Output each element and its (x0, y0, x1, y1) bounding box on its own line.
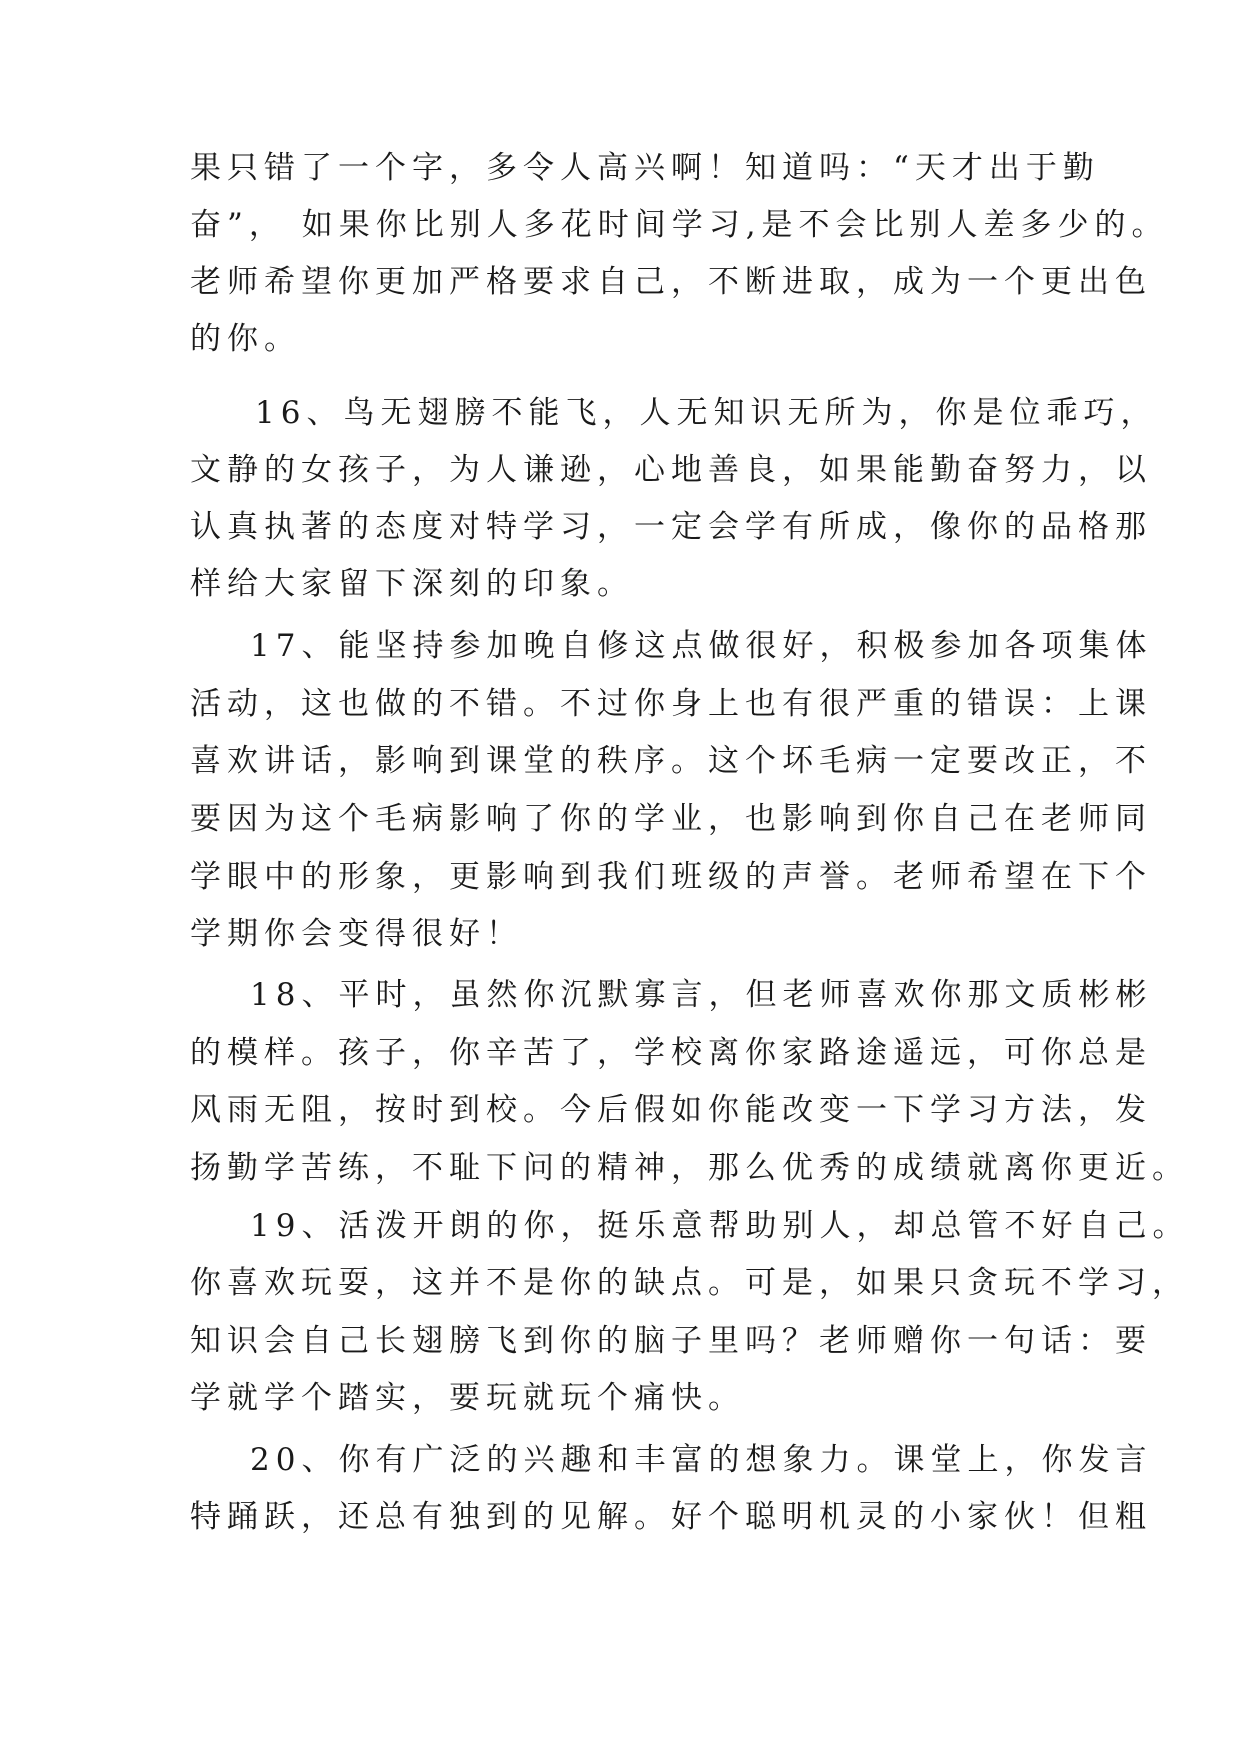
text-line: 要因为这个毛病影响了你的学业，也影响到你自己在老师同 (190, 801, 1152, 837)
paragraph-16-start: 16、鸟无翅膀不能飞，人无知识无所为，你是位乖巧， (255, 395, 1158, 431)
text-line: 你喜欢玩耍，这并不是你的缺点。可是，如果只贪玩不学习， (190, 1265, 1189, 1301)
text-line: 的模样。孩子，你辛苦了，学校离你家路途遥远，可你总是 (190, 1035, 1152, 1071)
text-line: 老师希望你更加严格要求自己，不断进取，成为一个更出色 (190, 264, 1152, 300)
text-line: 扬勤学苦练，不耻下问的精神，那么优秀的成绩就离你更近。 (190, 1150, 1189, 1186)
paragraph-19-start: 19、活泼开朗的你，挺乐意帮助别人，却总管不好自己。 (250, 1208, 1190, 1244)
text-line: 风雨无阻，按时到校。今后假如你能改变一下学习方法，发 (190, 1092, 1152, 1128)
paragraph-18-start: 18、平时，虽然你沉默寡言，但老师喜欢你那文质彬彬 (250, 977, 1153, 1013)
text-line: 学期你会变得很好！ (190, 916, 523, 952)
text-line: 果只错了一个字，多令人高兴啊！知道吗：“天才出于勤 (190, 150, 1100, 186)
text-line: 喜欢讲话，影响到课堂的秩序。这个坏毛病一定要改正，不 (190, 743, 1152, 779)
text-line: 学眼中的形象，更影响到我们班级的声誉。老师希望在下个 (190, 859, 1152, 895)
text-line: 的你。 (190, 321, 301, 357)
text-line: 认真执著的态度对特学习，一定会学有所成，像你的品格那 (190, 509, 1152, 545)
text-line: 文静的女孩子，为人谦逊，心地善良，如果能勤奋努力，以 (190, 452, 1152, 488)
paragraph-20-start: 20、你有广泛的兴趣和丰富的想象力。课堂上，你发言 (250, 1442, 1153, 1478)
text-line: 奋”， 如果你比别人多花时间学习,是不会比别人差多少的。 (190, 207, 1169, 243)
text-line: 学就学个踏实，要玩就玩个痛快。 (190, 1380, 745, 1416)
text-line: 知识会自己长翅膀飞到你的脑子里吗？老师赠你一句话：要 (190, 1323, 1152, 1359)
text-line: 样给大家留下深刻的印象。 (190, 566, 634, 602)
text-line: 活动，这也做的不错。不过你身上也有很严重的错误：上课 (190, 686, 1152, 722)
text-line: 特踊跃，还总有独到的见解。好个聪明机灵的小家伙！但粗 (190, 1499, 1152, 1535)
paragraph-17-start: 17、能坚持参加晚自修这点做很好，积极参加各项集体 (250, 628, 1153, 664)
